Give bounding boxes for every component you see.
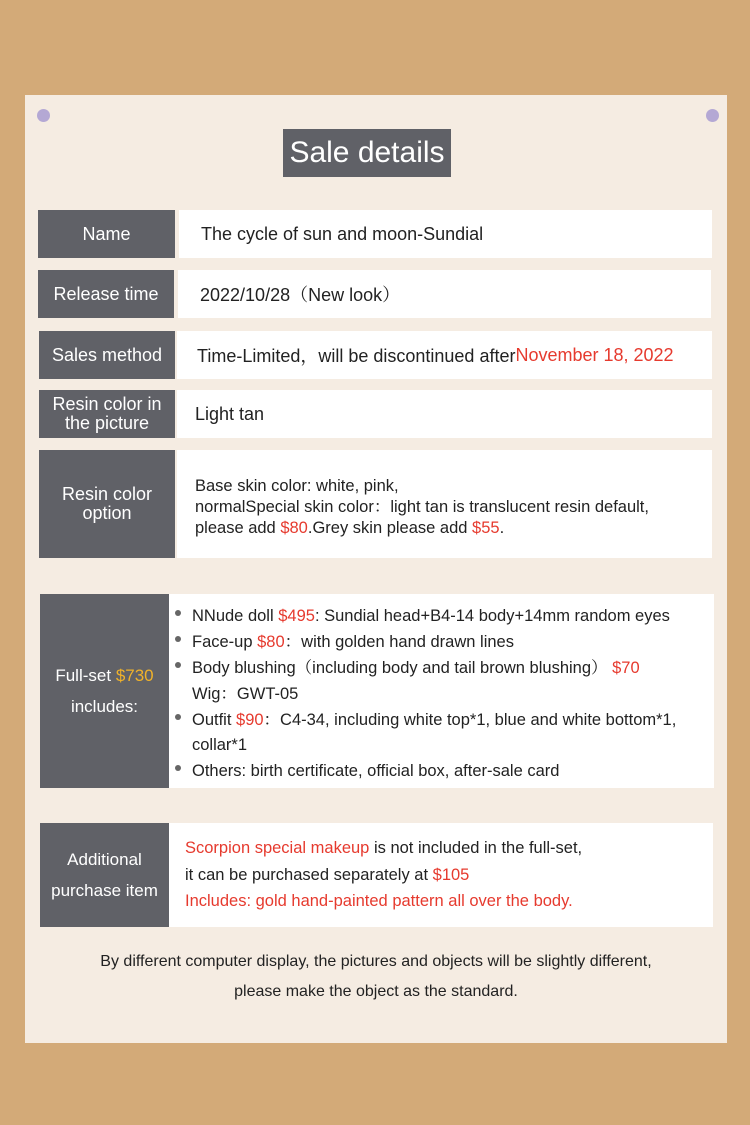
- additional-line: Includes: gold hand-painted pattern all over the body.: [185, 892, 573, 910]
- row-additional-purchase: [40, 823, 713, 927]
- row-value: [177, 450, 712, 558]
- pin-dot-left: [37, 109, 50, 122]
- row-name: [38, 210, 712, 258]
- sales-method-text: Time-Limited，will be discontinued after: [197, 346, 516, 366]
- row-fullset: [40, 594, 714, 788]
- row-label: Resin color in the picture: [39, 390, 175, 438]
- list-item: Others: birth certificate, official box, after-sale card: [175, 759, 714, 785]
- row-value: 2022/10/28（New look）: [178, 270, 711, 318]
- row-sales-method: [39, 331, 712, 379]
- discontinue-date: November 18, 2022: [515, 344, 674, 365]
- row-release-time: [38, 270, 711, 318]
- page-title: Sale details: [283, 129, 451, 177]
- additional-label: Additional purchase item: [40, 823, 169, 927]
- row-label: Release time: [38, 270, 174, 318]
- additional-line: Scorpion special makeup is not included in the full-set,: [185, 839, 583, 857]
- row-label: Sales method: [39, 331, 175, 379]
- resin-option-line: please add $80.Grey skin please add $55.: [195, 519, 505, 537]
- row-resin-color-option: [39, 450, 712, 558]
- price: $55: [472, 519, 500, 537]
- fullset-label: Full-set $730 includes:: [40, 594, 169, 788]
- list-item: NNude doll $495: Sundial head+B4-14 body+14mm random eyes: [175, 604, 714, 630]
- row-value: [177, 331, 712, 379]
- pin-dot-right: [706, 109, 719, 122]
- additional-value: [169, 823, 713, 927]
- resin-option-line: Base skin color: white, pink,: [195, 477, 399, 495]
- additional-line: it can be purchased separately at $105: [185, 865, 470, 884]
- row-resin-color-picture: [39, 390, 712, 438]
- row-label: Resin color option: [39, 450, 175, 558]
- price: $80: [280, 519, 308, 537]
- row-label: Name: [38, 210, 175, 258]
- list-item: Face-up $80：with golden hand drawn lines: [175, 630, 714, 656]
- list-item: Outfit $90：C4-34, including white top*1, blue and white bottom*1, collar*1: [175, 708, 714, 759]
- resin-option-line: normalSpecial skin color：light tan is translucent resin default,: [195, 498, 649, 516]
- list-item: Body blushing（including body and tail brown blushing） $70 Wig：GWT-05: [175, 656, 714, 707]
- disclaimer-footer: By different computer display, the pictures and objects will be slightly different, please make the object as the standard.: [100, 953, 652, 1000]
- row-value: Light tan: [177, 390, 712, 438]
- row-value: The cycle of sun and moon-Sundial: [179, 210, 712, 258]
- fullset-price: $730: [115, 666, 154, 685]
- sale-details-card: [25, 95, 727, 1043]
- fullset-items: [169, 594, 714, 788]
